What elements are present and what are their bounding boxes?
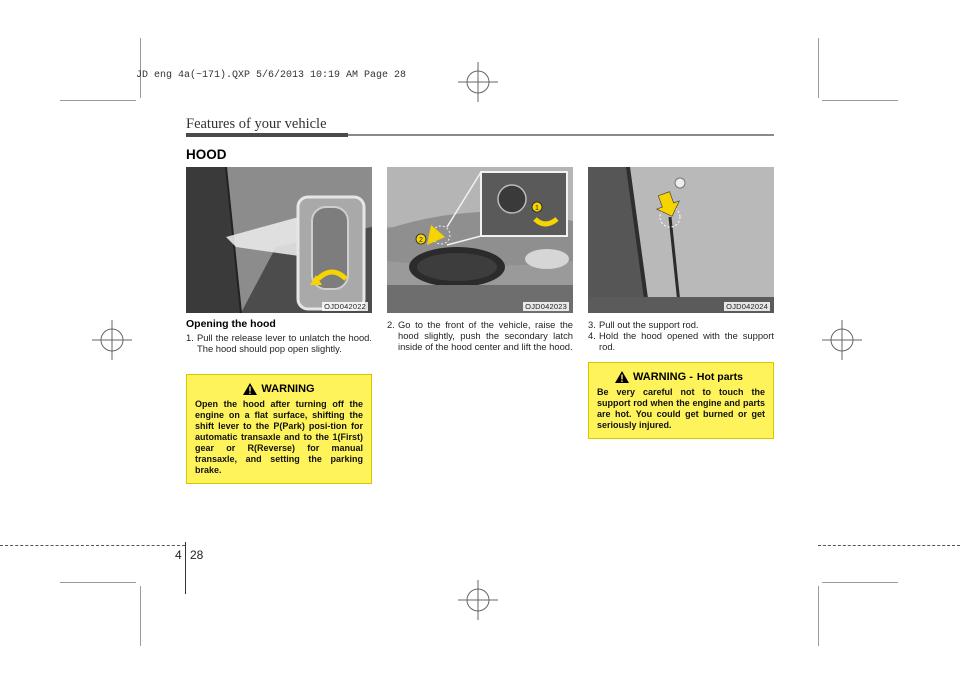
- crosshair-registration-icon: [458, 62, 498, 102]
- support-rod-illustration: [588, 167, 774, 313]
- crosshair-registration-icon: [458, 580, 498, 620]
- front-latch-illustration: [387, 167, 573, 313]
- photo-support-rod: [588, 167, 774, 313]
- warning-header: [597, 371, 765, 383]
- subsection-title: Opening the hood: [186, 318, 276, 330]
- step-text: Hold the hood opened with the support rod.: [599, 330, 774, 352]
- step-item: [588, 330, 774, 352]
- warning-title: WARNING -: [633, 371, 693, 383]
- trim-mark: [140, 38, 141, 98]
- release-lever-illustration: [186, 167, 372, 313]
- svg-text:2: 2: [419, 237, 423, 244]
- fold-line: [0, 545, 185, 546]
- trim-mark: [818, 586, 819, 646]
- photo-release-lever: [186, 167, 372, 313]
- crosshair-registration-icon: [92, 320, 132, 360]
- trim-mark: [60, 100, 136, 101]
- warning-header: [195, 383, 363, 395]
- footer-divider: [185, 542, 186, 594]
- warning-title-suffix: Hot parts: [696, 371, 743, 383]
- trim-mark: [822, 100, 898, 101]
- print-slug: JD eng 4a(~171).QXP 5/6/2013 10:19 AM Page 28: [136, 70, 407, 81]
- header-rule-light: [348, 134, 774, 136]
- crosshair-registration-icon: [822, 320, 862, 360]
- warning-text: Be very careful not to touch the support rod when the engine and parts are hot. You could get burned or get seriously injured.: [597, 387, 765, 430]
- trim-mark: [818, 38, 819, 98]
- trim-mark: [140, 586, 141, 646]
- svg-text:1: 1: [535, 205, 539, 212]
- column-2: [387, 319, 573, 352]
- image-code: OJD042022: [324, 302, 366, 311]
- column-1: [186, 318, 372, 354]
- image-code: OJD042023: [525, 302, 567, 311]
- step-text: Pull the release lever to unlatch the hood. The hood should pop open slightly.: [197, 332, 372, 354]
- step-number: 4.: [588, 330, 596, 341]
- step-number: 2.: [387, 319, 395, 330]
- step-item: [387, 319, 573, 352]
- warning-triangle-icon: [243, 383, 257, 395]
- trim-mark: [822, 582, 898, 583]
- warning-text: Open the hood after turning off the engine on a flat surface, shifting the shift lever to the P(Park) posi-tion for automatic transaxle and to the 1(First) gear or R(Reverse) for manual transaxle, and setting the parking brake.: [195, 399, 363, 475]
- section-title: HOOD: [186, 147, 227, 162]
- column-3: [588, 319, 774, 352]
- chapter-number: 4: [175, 548, 182, 562]
- page-number: 28: [190, 548, 204, 562]
- warning-box-parking: [186, 374, 372, 484]
- step-item: [186, 332, 372, 354]
- running-header-title: Features of your vehicle: [186, 116, 327, 132]
- image-code: OJD042024: [726, 302, 768, 311]
- header-rule-dark: [186, 133, 348, 137]
- warning-triangle-icon: [615, 371, 629, 383]
- step-text: Pull out the support rod.: [599, 319, 699, 330]
- step-item: [588, 319, 774, 330]
- photo-front-latch: [387, 167, 573, 313]
- step-number: 1.: [186, 332, 194, 343]
- trim-mark: [60, 582, 136, 583]
- fold-line: [818, 545, 960, 546]
- warning-box-hot-parts: [588, 362, 774, 439]
- step-text: Go to the front of the vehicle, raise the hood slightly, push the secondary latch inside of the hood center and lift the hood.: [398, 319, 573, 352]
- step-number: 3.: [588, 319, 596, 330]
- warning-title: WARNING: [261, 383, 315, 395]
